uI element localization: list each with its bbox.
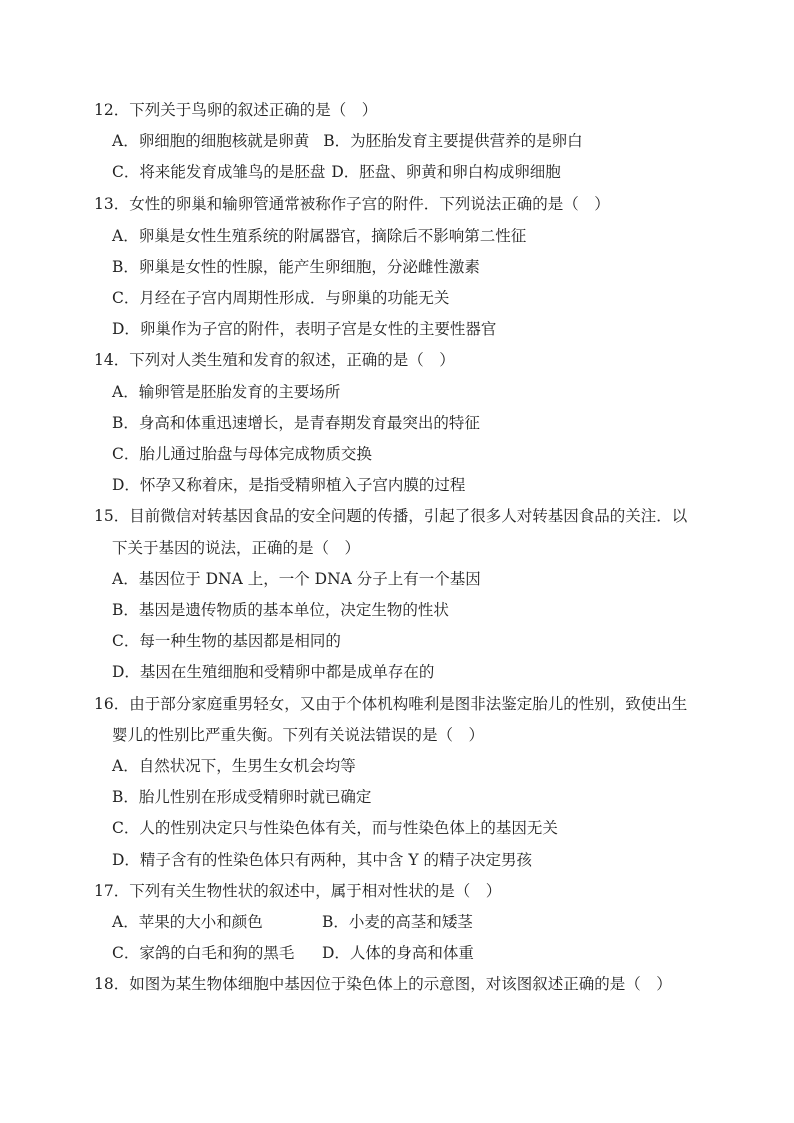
question-16-option-c: C．人的性别决定只与性染色体有关，而与性染色体上的基因无关: [112, 819, 558, 837]
question-16-stem-line-1: 16．由于部分家庭重男轻女，又由于个体机构唯利是图非法鉴定胎儿的性别，致使出生: [94, 695, 688, 713]
question-13-option-d: D．卵巢作为子宫的附件，表明子宫是女性的主要性器官: [112, 320, 497, 338]
question-13-option-b: B．卵巢是女性的性腺，能产生卵细胞，分泌雌性激素: [112, 258, 480, 276]
question-12-options-row-1: [112, 131, 583, 151]
question-14-option-a: A．输卵管是胚胎发育的主要场所: [112, 383, 341, 401]
question-14-option-c: C．胎儿通过胎盘与母体完成物质交换: [112, 445, 372, 463]
question-17-stem: 17．下列有关生物性状的叙述中，属于相对性状的是（ ）: [94, 882, 502, 900]
question-16-stem-line-2: 婴儿的性别比严重失衡。下列有关说法错误的是（ ）: [112, 726, 485, 744]
question-17-option-a: A．苹果的大小和颜色: [112, 913, 263, 931]
question-18-stem: 18．如图为某生物体细胞中基因位于染色体上的示意图，对该图叙述正确的是（ ）: [94, 975, 672, 993]
question-12-stem: 12．下列关于鸟卵的叙述正确的是（ ）: [94, 101, 378, 119]
question-16-option-d: D．精子含有的性染色体只有两种，其中含 Y 的精子决定男孩: [112, 851, 533, 869]
question-12-option-d: D．胚盘、卵黄和卵白构成卵细胞: [331, 163, 561, 181]
question-12-option-c: C．将来能发育成雏鸟的是胚盘: [112, 163, 326, 181]
question-16-option-a: A．自然状况下，生男生女机会均等: [112, 757, 356, 775]
question-15-stem-line-1: 15．目前微信对转基因食品的安全问题的传播，引起了很多人对转基因食品的关注．以: [94, 507, 688, 525]
question-13-option-c: C．月经在子宫内周期性形成．与卵巢的功能无关: [112, 289, 450, 307]
question-12-options-row-2: [112, 162, 561, 182]
question-15-option-d: D．基因在生殖细胞和受精卵中都是成单存在的: [112, 663, 435, 681]
question-14-option-b: B．身高和体重迅速增长，是青春期发育最突出的特征: [112, 414, 480, 432]
question-13-stem: 13．女性的卵巢和输卵管通常被称作子宫的附件．下列说法正确的是（ ）: [94, 195, 610, 213]
question-15-option-b: B．基因是遗传物质的基本单位，决定生物的性状: [112, 601, 449, 619]
question-15-stem-line-2: 下关于基因的说法，正确的是（ ）: [112, 539, 361, 557]
question-17-option-d: D．人体的身高和体重: [322, 944, 474, 962]
question-16-option-b: B．胎儿性别在形成受精卵时就已确定: [112, 788, 372, 806]
question-17-option-b: B．小麦的高茎和矮茎: [322, 913, 473, 931]
question-17-option-c: C．家鸽的白毛和狗的黑毛: [112, 944, 295, 962]
question-13-option-a: A．卵巢是女性生殖系统的附属器官，摘除后不影响第二性征: [112, 227, 527, 245]
question-14-option-d: D．怀孕又称着床，是指受精卵植入子宫内膜的过程: [112, 476, 466, 494]
question-12-option-b: B．为胚胎发育主要提供营养的是卵白: [323, 132, 583, 150]
question-14-stem: 14．下列对人类生殖和发育的叙述，正确的是（ ）: [94, 351, 455, 369]
question-15-option-c: C．每一种生物的基因都是相同的: [112, 632, 341, 650]
question-12-option-a: A．卵细胞的细胞核就是卵黄: [112, 132, 310, 150]
question-15-option-a: A．基因位于 DNA 上，一个 DNA 分子上有一个基因: [112, 570, 481, 588]
